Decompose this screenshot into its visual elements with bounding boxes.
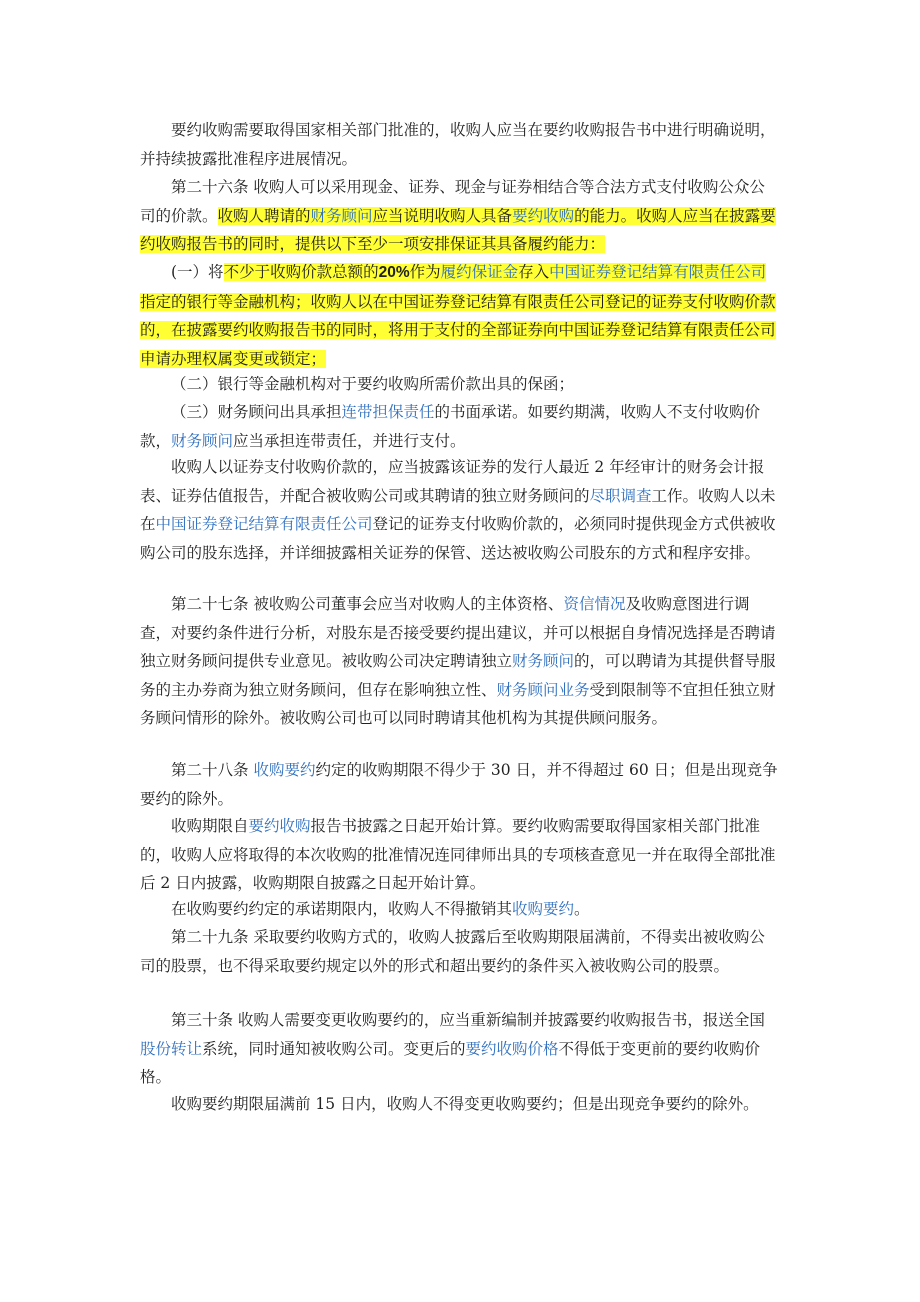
- paragraph-text: 及收购意图进行调查，对要约条件进行分析，对股东是否接受要约提出建议，并可以根据自身情况选择是否聘请独立财务顾问提供专业意见。被收购公司决定聘请独立: [140, 595, 776, 670]
- paragraph-item-2: [140, 370, 780, 399]
- paragraph-text: 报告书披露之日起开始计算。要约收购需要取得国家相关部门批准的，收购人应将取得的本次收购的批准情况连同律师出具的专项核查意见一并在取得全部批准后 2 日内披露，收购期限自披露之日起开始计算。: [140, 817, 776, 892]
- link-tender-offer[interactable]: 要约收购: [248, 817, 311, 835]
- paragraph-text: （三）财务顾问出具承担: [171, 403, 342, 421]
- link-financial-advisor[interactable]: 财务顾问: [171, 431, 234, 450]
- paragraph-text: 工作。收购人以未在: [140, 486, 776, 533]
- paragraph-article-29: [140, 923, 780, 980]
- paragraph-text: 第二十七条 被收购公司董事会应当对收购人的主体资格、: [171, 595, 564, 613]
- link-performance-bond[interactable]: 履约保证金: [440, 263, 519, 281]
- paragraph-text: 第二十九条 采取要约收购方式的，收购人披露后至收购期限届满前，不得卖出被收购公司的股票，也不得采取要约规定以外的形式和超出要约的条件买入被收购公司的股票。: [140, 928, 765, 975]
- paragraph-article-30: [140, 1006, 780, 1092]
- paragraph-text: （二）银行等金融机构对于要约收购所需价款出具的保函；: [171, 375, 575, 393]
- paragraph-article-27: [140, 590, 780, 733]
- link-tender-offer[interactable]: 收购要约: [512, 900, 575, 918]
- paragraph-text: 。: [574, 900, 590, 918]
- link-due-diligence[interactable]: 尽职调查: [589, 486, 652, 505]
- highlighted-text: 作为: [409, 263, 441, 281]
- paragraph-text: 应当承担连带责任，并进行支付。: [233, 431, 466, 450]
- paragraph-text: 系统，同时通知被收购公司。变更后的: [202, 1039, 466, 1058]
- highlighted-text: 不少于收购价款总额的: [223, 263, 379, 281]
- paragraph-article-26: [140, 173, 780, 259]
- paragraph-no-revocation: [140, 895, 780, 924]
- link-offer-price[interactable]: 要约收购价格: [465, 1039, 559, 1058]
- link-csdc[interactable]: 中国证券登记结算有限责任公司: [549, 263, 767, 281]
- link-tender-offer[interactable]: 收购要约: [253, 761, 316, 779]
- paragraph-article-28: [140, 756, 780, 813]
- highlighted-text: 指定的银行等金融机构；收购人以在中国证券登记结算有限责任公司登记的证券支付收购价款的，在披露要约收购报告书的同时，将用于支付的全部证券向中国证券登记结算有限责任公司申请办理权属变更或锁定；: [140, 292, 776, 368]
- link-share-transfer[interactable]: 股份转让: [140, 1039, 203, 1058]
- paragraph-text: 约定的收购期限不得少于 30 日，并不得超过 60 日；但是出现竞争要约的除外。: [140, 761, 778, 808]
- paragraph-text: 收购要约期限届满前 15 日内，收购人不得变更收购要约；但是出现竞争要约的除外。: [171, 1095, 759, 1113]
- paragraph-text: 不得低于变更前的要约收购价格。: [140, 1039, 761, 1086]
- paragraph-approval-disclosure: [140, 116, 780, 173]
- link-tender-offer[interactable]: 要约收购: [512, 206, 575, 225]
- link-joint-guarantee[interactable]: 连带担保责任: [341, 403, 435, 421]
- highlighted-text: 的能力。收购人应当在披露要约收购报告书的同时，提供以下至少一项安排保证其具备履约能力：: [140, 206, 776, 253]
- paragraph-text: 受到限制等不宜担任独立财务顾问情形的除外。被收购公司也可以同时聘请其他机构为其提供顾问服务。: [140, 680, 776, 727]
- link-advisory-business[interactable]: 财务顾问业务: [496, 680, 590, 699]
- paragraph-offer-period: [140, 812, 780, 898]
- link-credit-status[interactable]: 资信情况: [563, 595, 626, 613]
- highlighted-text: 存入: [518, 263, 550, 281]
- paragraph-text: 收购人以证券支付收购价款的，应当披露该证券的发行人最近 2 年经审计的财务会计报表、证券估值报告，并配合被收购公司或其聘请的独立财务顾问的: [140, 458, 765, 505]
- paragraph-text: 的书面承诺。如要约期满，收购人不支付收购价款，: [140, 403, 761, 450]
- link-financial-advisor[interactable]: 财务顾问: [512, 652, 575, 670]
- percentage-value: 20%: [378, 264, 410, 281]
- link-financial-advisor[interactable]: 财务顾问: [310, 206, 373, 225]
- paragraph-text: 收购期限自: [171, 817, 249, 835]
- paragraph-text: (一）将: [171, 263, 224, 281]
- paragraph-text: 要约收购需要取得国家相关部门批准的，收购人应当在要约收购报告书中进行明确说明，并持续披露批准程序进展情况。: [140, 121, 776, 168]
- link-csdc[interactable]: 中国证券登记结算有限责任公司: [155, 515, 373, 533]
- paragraph-text: 第二十八条: [171, 761, 254, 779]
- paragraph-text: 第三十条 收购人需要变更收购要约的，应当重新编制并披露要约收购报告书，报送全国: [171, 1011, 765, 1029]
- paragraph-text: 登记的证券支付收购价款的，必须同时提供现金方式供被收购公司的股东选择，并详细披露相关证券的保管、送达被收购公司股东的方式和程序安排。: [140, 515, 776, 562]
- paragraph-text: 第二十六条 收购人可以采用现金、证券、现金与证券相结合等合法方式支付收购公众公司的价款。: [140, 178, 765, 225]
- highlighted-text: 收购人聘请的: [217, 206, 311, 225]
- paragraph-text: 的，可以聘请为其提供督导服务的主办券商为独立财务顾问，但存在影响独立性、: [140, 652, 776, 699]
- highlighted-text: 应当说明收购人具备: [372, 206, 513, 225]
- paragraph-item-1: [140, 258, 780, 373]
- paragraph-securities-payment: [140, 453, 780, 567]
- paragraph-text: 在收购要约约定的承诺期限内，收购人不得撤销其: [171, 900, 513, 918]
- paragraph-item-3: [140, 398, 780, 455]
- paragraph-no-change-15-days: [140, 1090, 780, 1119]
